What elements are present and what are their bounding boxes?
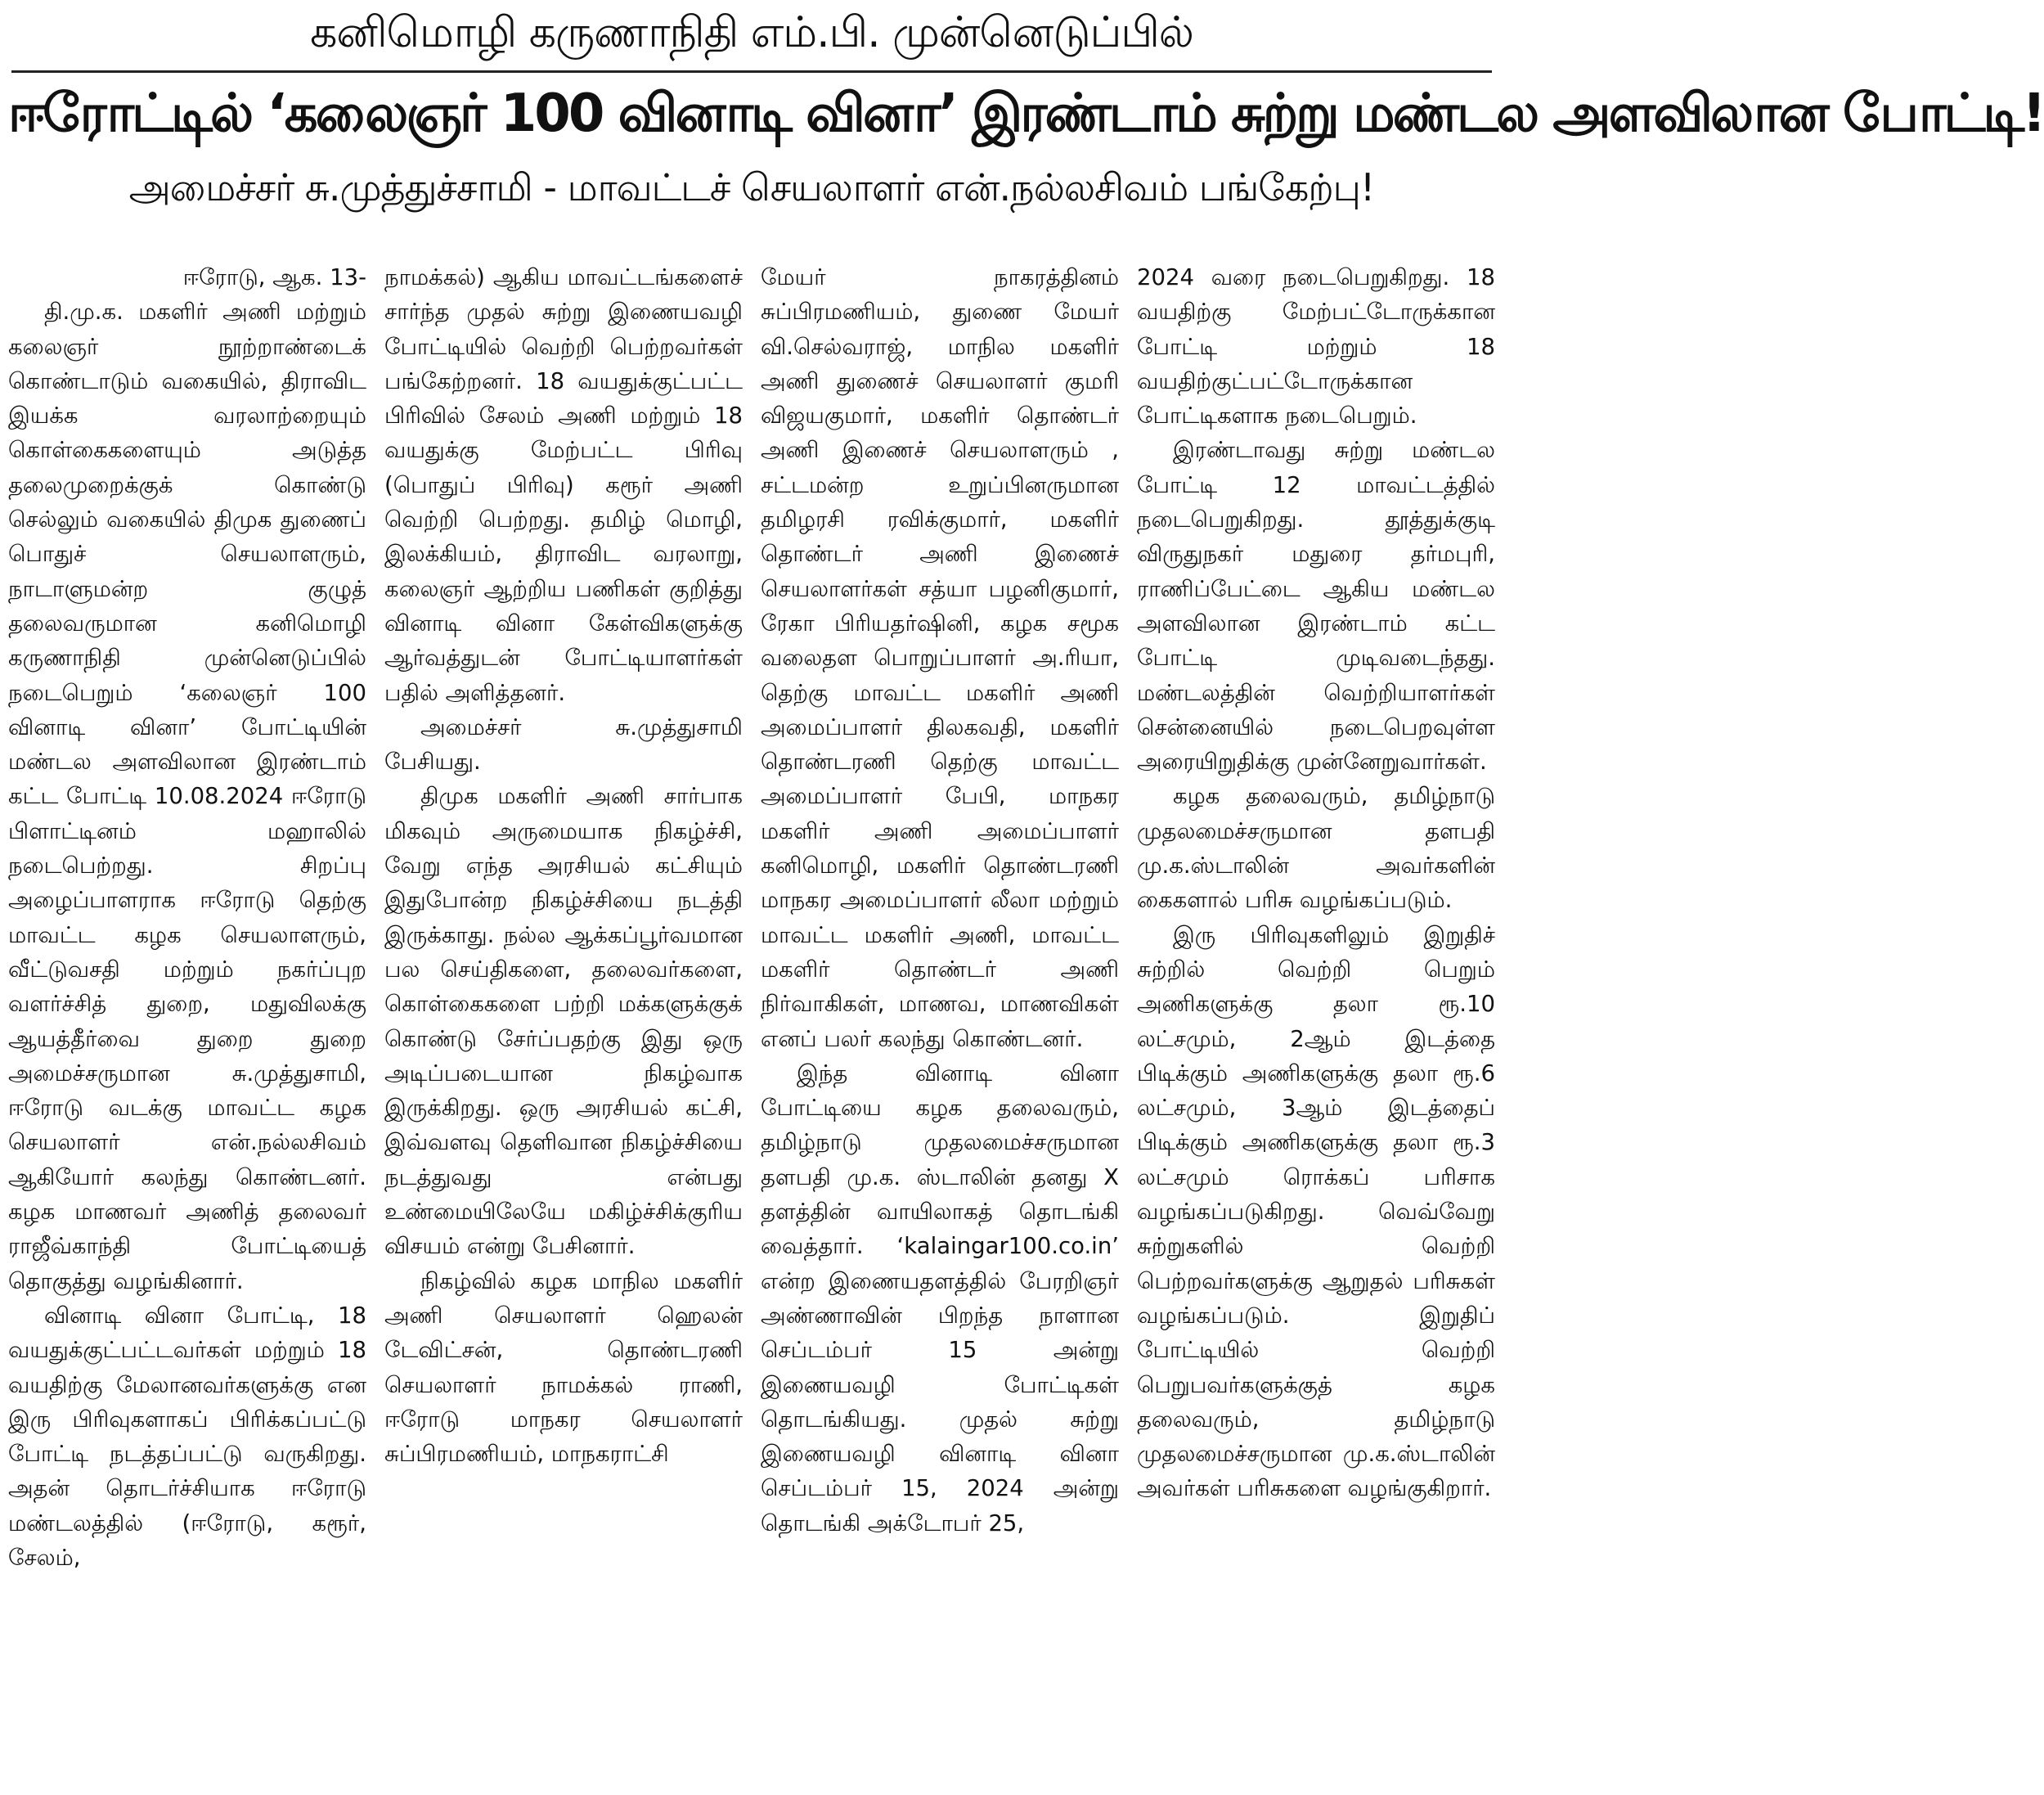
paragraph: மேயர் நாகரத்தினம் சுப்பிரமணியம், துணை மேயர் வி.செல்வராஜ், மாநில மகளிர் அணி துணைச் செயலாளர் குமரி விஜயகுமார், மகளிர் தொண்டர் அணி இணைச் செயலாளரும் , சட்டமன்ற உறுப்பினருமான தமிழரசி ரவிக்குமார், மகளிர் தொண்டர் அணி இணைச் செயலாளர்கள் சத்யா பழனிகுமார், ரேகா பிரியதர்ஷினி, கழக சமூக வலைதள பொறுப்பாளர் அ.ரியா, தெற்கு மாவட்ட மகளிர் அணி அமைப்பாளர் திலகவதி, மகளிர் தொண்டரணி தெற்கு மாவட்ட அமைப்பாளர் பேபி, மாநகர மகளிர் அணி அமைப்பாளர் கனிமொழி, மகளிர் தொண்டரணி மாநகர அமைப்பாளர் லீலா மற்றும் மாவட்ட மகளிர் அணி, மாவட்ட மகளிர் தொண்டர் அணி நிர்வாகிகள், மாணவ, மாணவிகள் எனப் பலர் கலந்து கொண்டனர். [761, 264, 1119, 1052]
paragraph: நிகழ்வில் கழக மாநில மகளிர் அணி செயலாளர் ஹெலன் டேவிட்சன், தொண்டரணி செயலாளர் நாமக்கல் ராணி, ஈரோடு மாநகர செயலாளர் சுப்பிரமணியம், மாநகராட்சி [384, 1267, 743, 1468]
article-column-1 [8, 260, 366, 1790]
article-column-2 [384, 260, 743, 1790]
paragraph: வினாடி வினா போட்டி, 18 வயதுக்குட்பட்டவர்கள் மற்றும் 18 வயதிற்கு மேலானவர்களுக்கு என இரு பிரிவுகளாகப் பிரிக்கப்பட்டு போட்டி நடத்தப்பட்டு வருகிறது. அதன் தொடர்ச்சியாக ஈரோடு மண்டலத்தில் (ஈரோடு, கரூர், சேலம், [8, 1302, 366, 1571]
headline: ஈரோட்டில் ‘கலைஞர் 100 வினாடி வினா’ இரண்டாம் சுற்று மண்டல அளவிலான போட்டி! [8, 83, 2044, 144]
paragraph: திமுக மகளிர் அணி சார்பாக மிகவும் அருமையாக நிகழ்ச்சி, வேறு எந்த அரசியல் கட்சியும் இதுபோன்ற நிகழ்ச்சியை நடத்தி இருக்காது. நல்ல ஆக்கப்பூர்வமான பல செய்திகளை, தலைவர்களை, கொள்கைகளை பற்றி மக்களுக்குக் கொண்டு சேர்ப்பதற்கு இது ஒரு அடிப்படையான நிகழ்வாக இருக்கிறது. ஒரு அரசியல் கட்சி, இவ்வளவு தெளிவான நிகழ்ச்சியை நடத்துவது என்பது உண்மையிலேயே மகிழ்ச்சிக்குரிய விசயம் என்று பேசினார். [384, 783, 743, 1260]
paragraph: தி.மு.க. மகளிர் அணி மற்றும் கலைஞர் நூற்றாண்டைக் கொண்டாடும் வகையில், திராவிட இயக்க வரலாற்றையும் கொள்கைகளையும் அடுத்த தலைமுறைக்குக் கொண்டு செல்லும் வகையில் திமுக துணைப் பொதுச் செயலாளரும், நாடாளுமன்ற குழுத் தலைவருமான கனிமொழி கருணாநிதி முன்னெடுப்பில் நடைபெறும் ‘கலைஞர் 100 வினாடி வினா’ போட்டியின் மண்டல அளவிலான இரண்டாம் கட்ட போட்டி 10.08.2024 ஈரோடு பிளாட்டினம் மஹாலில் நடைபெற்றது. சிறப்பு அழைப்பாளராக ஈரோடு தெற்கு மாவட்ட கழக செயலாளரும், வீட்டுவசதி மற்றும் நகர்ப்புற வளர்ச்சித் துறை, மதுவிலக்கு ஆயத்தீர்வை துறை துறை அமைச்சருமான சு.முத்துசாமி, ஈரோடு வடக்கு மாவட்ட கழக செயலாளர் என்.நல்லசிவம் ஆகியோர் கலந்து கொண்டனர். கழக மாணவர் அணித் தலைவர் ராஜீவ்காந்தி போட்டியைத் தொகுத்து வழங்கினார். [8, 299, 366, 1294]
paragraph: அமைச்சர் சு.முத்துசாமி பேசியது. [384, 713, 743, 776]
paragraph: இரு பிரிவுகளிலும் இறுதிச் சுற்றில் வெற்றி பெறும் அணிகளுக்கு தலா ரூ.10 லட்சமும், 2ஆம் இடத்தை பிடிக்கும் அணிகளுக்கு தலா ரூ.6 லட்சமும், 3ஆம் இடத்தைப் பிடிக்கும் அணிகளுக்கு தலா ரூ.3 லட்சமும் ரொக்கப் பரிசாக வழங்கப்படுகிறது. வெவ்வேறு சுற்றுகளில் வெற்றி பெற்றவர்களுக்கு ஆறுதல் பரிசுகள் வழங்கப்படும். இறுதிப் போட்டியில் வெற்றி பெறுபவர்களுக்குத் கழக தலைவரும், தமிழ்நாடு முதலமைச்சருமான மு.க.ஸ்டாலின் அவர்கள் பரிசுகளை வழங்குகிறார். [1137, 921, 1495, 1502]
subheadline: அமைச்சர் சு.முத்துச்சாமி - மாவட்டச் செயலாளர் என்.நல்லசிவம் பங்கேற்பு! [128, 165, 1375, 209]
dateline: ஈரோடு, ஆக. 13- [182, 264, 366, 290]
paragraph: நாமக்கல்) ஆகிய மாவட்டங்களைச் சார்ந்த முதல் சுற்று இணையவழி போட்டியில் வெற்றி பெற்றவர்கள் பங்கேற்றனர். 18 வயதுக்குட்பட்ட பிரிவில் சேலம் அணி மற்றும் 18 வயதுக்கு மேற்பட்ட பிரிவு (பொதுப் பிரிவு) கரூர் அணி வெற்றி பெற்றது. தமிழ் மொழி, இலக்கியம், திராவிட வரலாறு, கலைஞர் ஆற்றிய பணிகள் குறித்து வினாடி வினா கேள்விகளுக்கு ஆர்வத்துடன் போட்டியாளர்கள் பதில் அளித்தனர். [384, 264, 743, 706]
kicker-line: கனிமொழி கருணாநிதி எம்.பி. முன்னெடுப்பில் [310, 8, 1193, 57]
article-column-4 [1137, 260, 1495, 1790]
paragraph: கழக தலைவரும், தமிழ்நாடு முதலமைச்சருமான தளபதி மு.க.ஸ்டாலின் அவர்களின் கைகளால் பரிசு வழங்கப்படும். [1137, 783, 1495, 914]
article-body [8, 260, 1495, 1790]
article-column-3 [761, 260, 1119, 1790]
paragraph: இந்த வினாடி வினா போட்டியை கழக தலைவரும், தமிழ்நாடு முதலமைச்சருமான தளபதி மு.க. ஸ்டாலின் தனது X தளத்தின் வாயிலாகத் தொடங்கி வைத்தார். ‘kalaingar100.co.in’ என்ற இணையதளத்தில் பேரறிஞர் அண்ணாவின் பிறந்த நாளான செப்டம்பர் 15 அன்று இணையவழி போட்டிகள் தொடங்கியது. முதல் சுற்று இணையவழி வினாடி வினா செப்டம்பர் 15, 2024 அன்று தொடங்கி அக்டோபர் 25, [761, 1059, 1119, 1536]
paragraph: இரண்டாவது சுற்று மண்டல போட்டி 12 மாவட்டத்தில் நடைபெறுகிறது. தூத்துக்குடி விருதுநகர் மதுரை தர்மபுரி, ராணிப்பேட்டை ஆகிய மண்டல அளவிலான இரண்டாம் கட்ட போட்டி முடிவடைந்தது. மண்டலத்தின் வெற்றியாளர்கள் சென்னையில் நடைபெறவுள்ள அரையிறுதிக்கு முன்னேறுவார்கள். [1137, 437, 1495, 776]
kicker-divider [11, 70, 1492, 73]
paragraph: 2024 வரை நடைபெறுகிறது. 18 வயதிற்கு மேற்பட்டோருக்கான போட்டி மற்றும் 18 வயதிற்குட்பட்டோருக்கான போட்டிகளாக நடைபெறும். [1137, 264, 1495, 430]
